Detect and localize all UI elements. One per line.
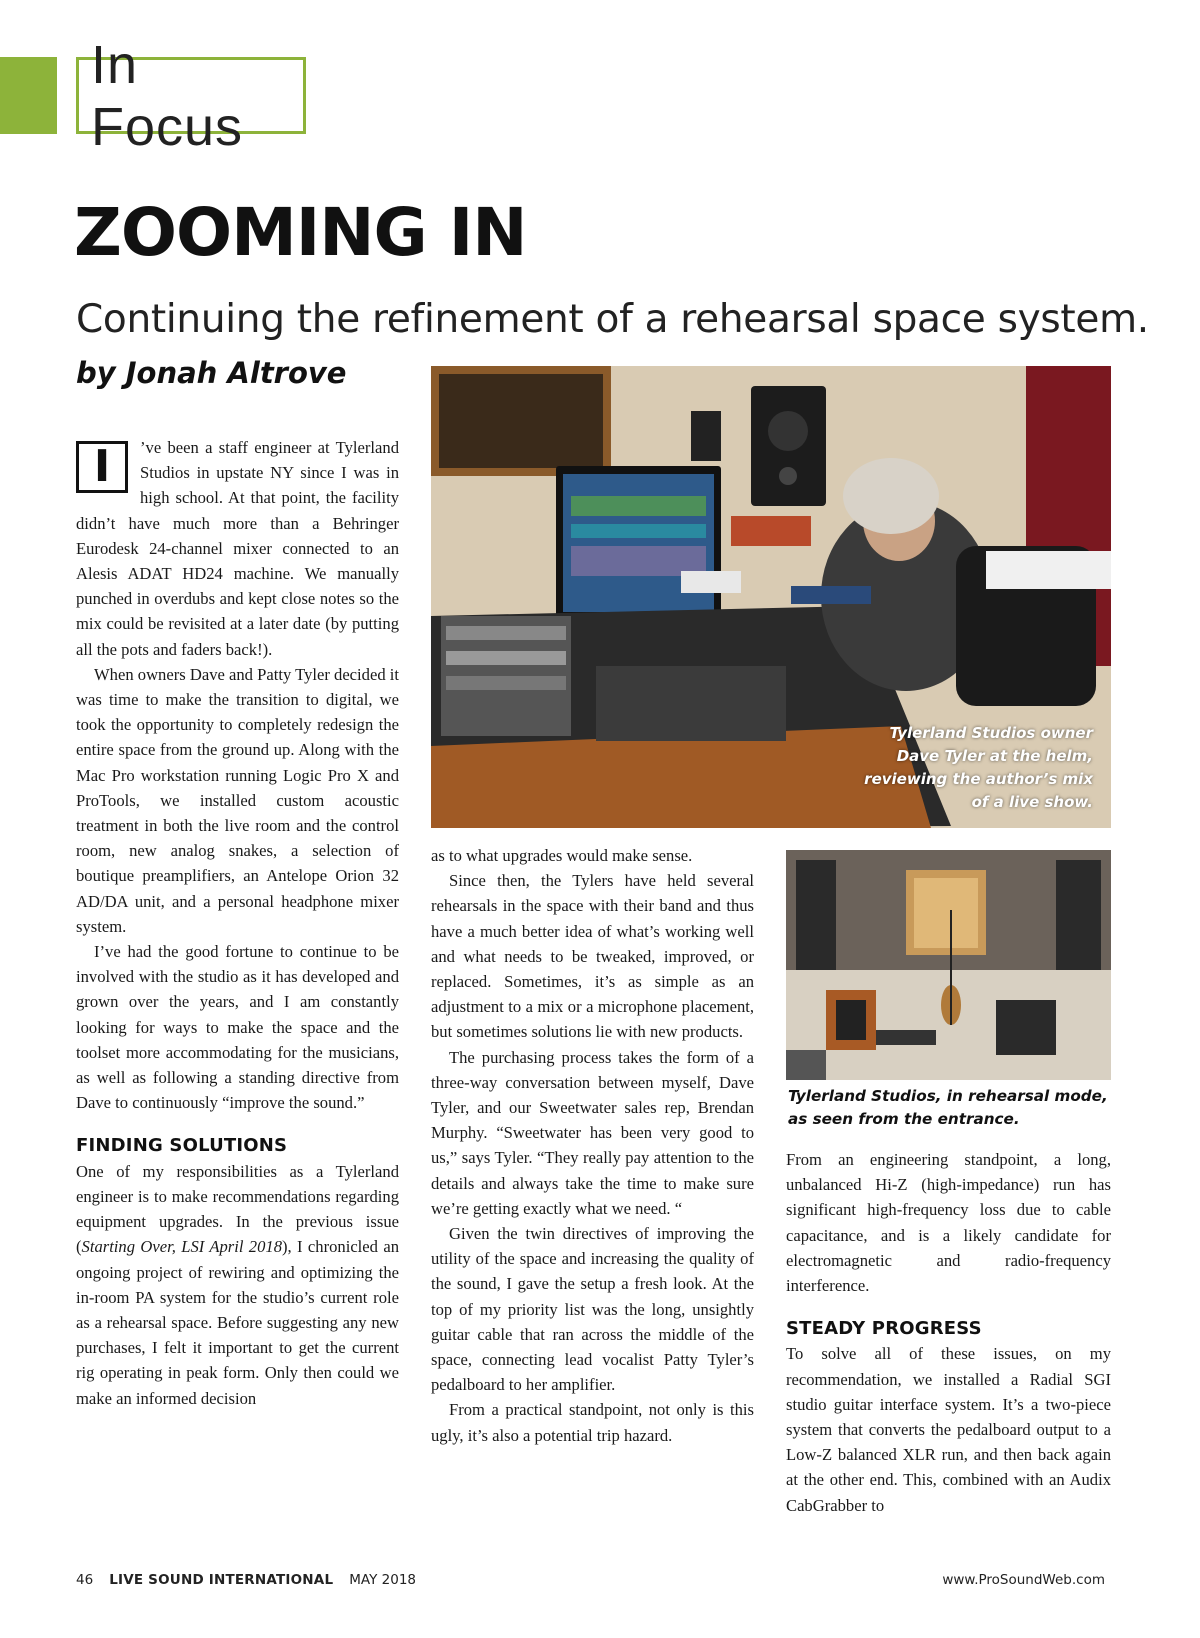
body-column-1 [76, 435, 399, 1411]
subhead-finding-solutions: FINDING SOLUTIONS [76, 1135, 288, 1157]
page-footer [76, 1572, 416, 1588]
paragraph-text: ), I chronicled an ongoing project of rewiring and optimizing the in-room PA system for the studio’s current role as a rehearsal space. Before suggesting any new purchases, I felt it important to get the current rig operating in peak form. Only then could we make an informed decision [76, 1237, 399, 1408]
paragraph: When owners Dave and Patty Tyler decided it was time to make the transition to digital, we took the opportunity to completely redesign the entire space from the ground up. Along with the Mac Pro workstation running Logic Pro X and ProTools, we installed custom acoustic treatment in both the live room and the control room, new analog snakes, a selection of boutique preamplifiers, an Antelope Orion 32 AD/DA unit, and a personal headphone mixer system. [76, 664, 399, 936]
issue-date: MAY 2018 [349, 1572, 416, 1588]
paragraph [76, 435, 399, 662]
rehearsal-room-photo [786, 850, 1111, 1080]
section-color-tab [0, 57, 57, 134]
article-subheadline: Continuing the refinement of a rehearsal space system. [76, 297, 1149, 342]
drop-cap: I [76, 441, 128, 493]
publication-name: LIVE SOUND INTERNATIONAL [109, 1572, 334, 1588]
control-room-caption: Tylerland Studios owner Dave Tyler at the helm, reviewing the author’s mix of a live show. [864, 724, 1093, 811]
paragraph: Given the twin directives of improving the utility of the space and increasing the quality of the sound, I gave the setup a fresh look. At the top of my priority list was the long, unsightly guitar cable that ran across the middle of the space, connecting lead vocalist Patty Tyler’s pedalboard to her amplifier. [431, 1224, 754, 1395]
page-number: 46 [76, 1572, 94, 1588]
website-url[interactable]: www.ProSoundWeb.com [942, 1572, 1105, 1588]
rehearsal-room-caption: Tylerland Studios, in rehearsal mode, as seen from the entrance. [788, 1087, 1108, 1128]
article-byline: by Jonah Altrove [76, 356, 347, 390]
section-label: In Focus [91, 34, 244, 157]
paragraph: The purchasing process takes the form of a three-way conversation between myself, Dave Tyler, and our Sweetwater sales rep, Brendan Murphy. “Sweetwater has been very good to us,” says Tyler. “They really pay attention to the details and always take the time to make sure we’re getting exactly what we need. “ [431, 1047, 754, 1218]
paragraph: From an engineering standpoint, a long, unbalanced Hi-Z (high-impedance) run has significant high-frequency loss due to cable capacitance, and is a likely candidate for electromagnetic and radio-frequency interference. [786, 1150, 1111, 1296]
paragraph: I’ve had the good fortune to continue to be involved with the studio as it has developed and grown over the years, and I am constantly looking for ways to make the space and the toolset more accommodating for the musicians, as well as following a standing directive from Dave to continuously “improve the sound.” [76, 942, 399, 1113]
paragraph-text: One of my responsibilities as a Tylerland engineer is to make recommendations regarding equipment upgrades. In the previous issue ( [76, 1161, 399, 1257]
paragraph-text: ’ve been a staff engineer at Tylerland Studios in upstate NY since I was in high school. At that point, the facility didn’t have much more than a Behringer Eurodesk 24-channel mixer connected to an Alesis ADAT HD24 machine. We manually punched in overdubs and kept close notes so the mix could be revisited at a later date (by putting all the pots and faders back!). [76, 438, 399, 659]
paragraph [76, 1159, 399, 1411]
body-column-2 [431, 843, 754, 1448]
citation-italic: Starting Over, LSI April 2018 [81, 1237, 282, 1257]
control-room-photo [431, 366, 1111, 828]
paragraph: as to what upgrades would make sense. [431, 846, 693, 865]
paragraph: To solve all of these issues, on my recommendation, we installed a Radial SGI studio guitar interface system. It’s a two-piece system that converts the pedalboard output to a Low-Z balanced XLR run, and then back again at the other end. This, combined with an Audix CabGrabber to [786, 1344, 1111, 1515]
article-headline: ZOOMING IN [74, 194, 527, 271]
section-label-box [76, 34, 306, 157]
paragraph: Since then, the Tylers have held several rehearsals in the space with their band and thus have a much better idea of what’s working well and what needs to be tweaked, improved, or replaced. Sometimes, it’s as simple as an adjustment to a mix or a microphone placement, but sometimes solutions lie with new products. [431, 871, 754, 1042]
rehearsal-room-illustration [786, 850, 1111, 1080]
subhead-steady-progress: STEADY PROGRESS [786, 1318, 982, 1340]
body-column-3 [786, 1147, 1111, 1518]
paragraph: From a practical standpoint, not only is this ugly, it’s also a potential trip hazard. [431, 1400, 754, 1445]
